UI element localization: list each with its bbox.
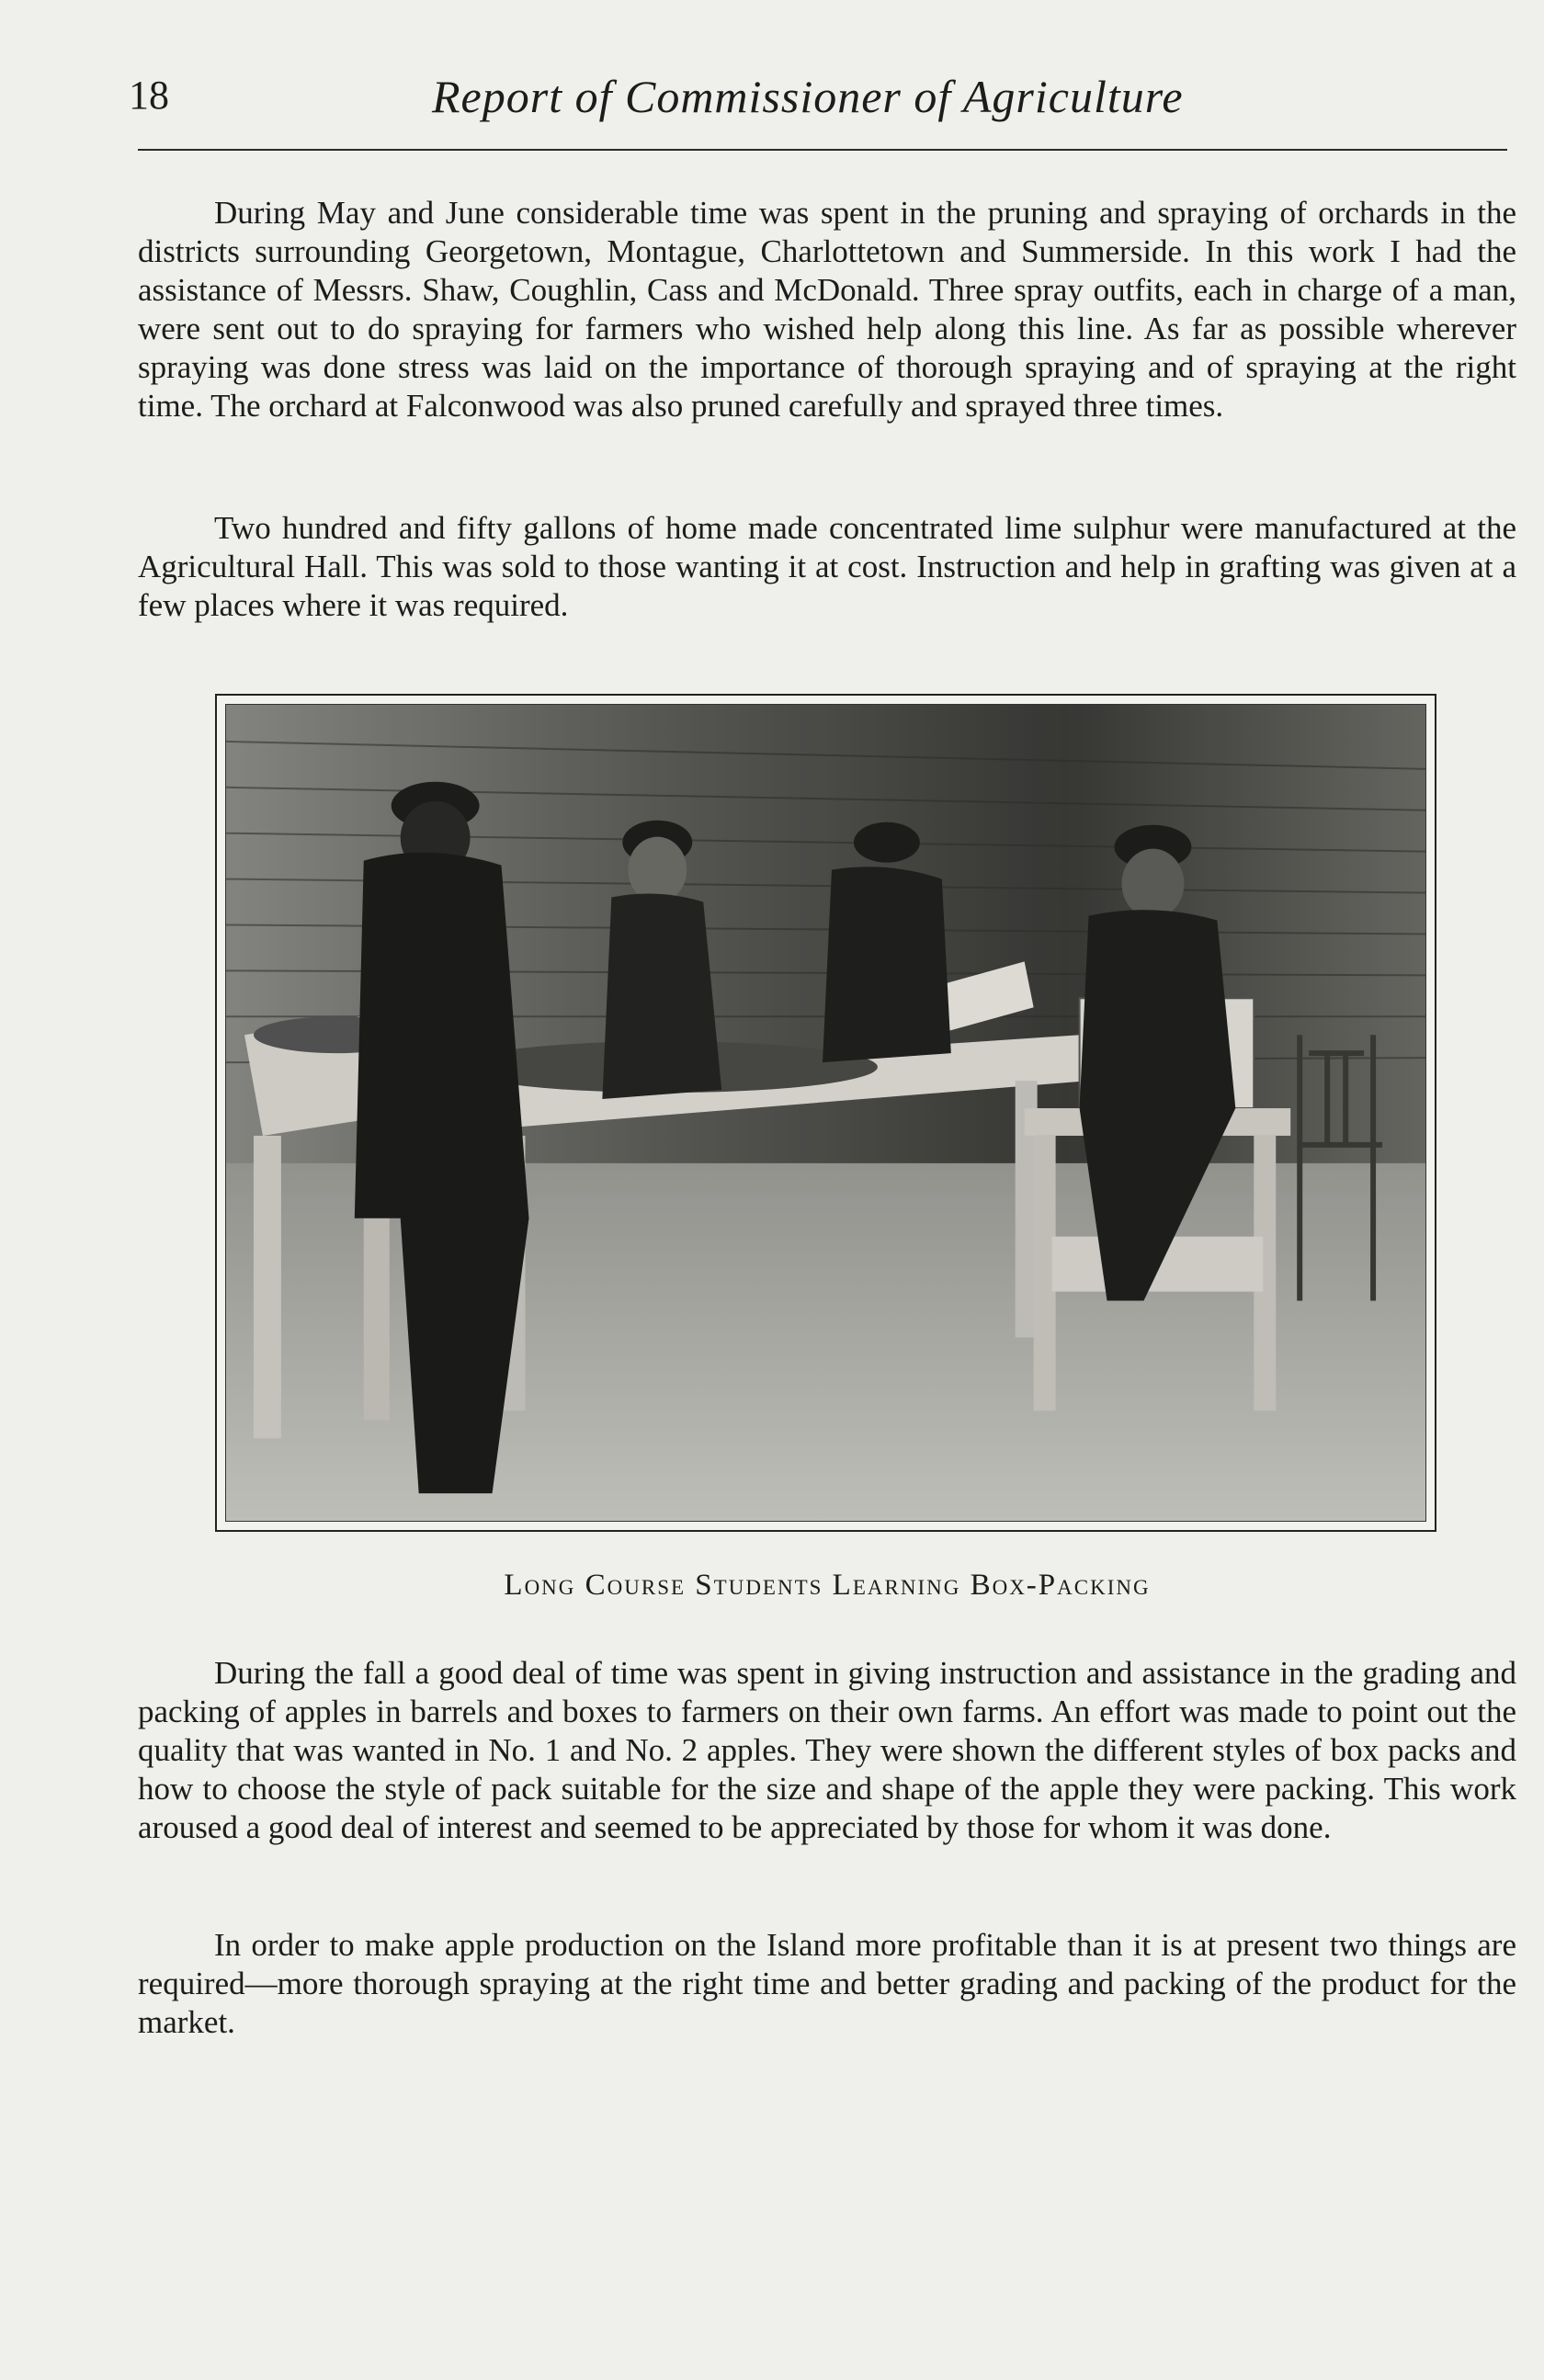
running-title: Report of Commissioner of Agriculture	[432, 71, 1184, 122]
photograph-box-packing	[225, 704, 1426, 1522]
header-rule	[138, 149, 1507, 151]
photograph-illustration	[226, 705, 1425, 1521]
photograph-frame	[215, 694, 1436, 1532]
paragraph-spraying: During May and June considerable time was spent in the pruning and spraying of orchards in the districts surrounding Georgetown, Montague, Charlottetown and Summerside. In this work I had the assistance of Messrs. Shaw, Coughlin, Cass and McDonald. Three spray outfits, each in charge of a man, were sent out to do spraying for farmers who wished help along this line. As far as possible wherever spraying was done stress was laid on the importance of thorough spraying and of spraying at the right time. The orchard at Falconwood was also pruned carefully and sprayed three times.	[138, 195, 1516, 424]
page-number: 18	[129, 73, 169, 118]
paragraph-conclusion: In order to make apple production on the Island more profitable than it is at present two things are required—more thorough spraying at the right time and better grading and packing of the product for the market.	[138, 1927, 1516, 2040]
paragraph-grading-packing: During the fall a good deal of time was spent in giving instruction and assistance in the grading and packing of apples in barrels and boxes to farmers on their own farms. An effort was made to point out the quality that was wanted in No. 1 and No. 2 apples. They were shown the different styles of box packs and how to choose the style of pack suitable for the size and shape of the apple they were packing. This work aroused a good deal of interest and seemed to be appreciated by those for whom it was done.	[138, 1655, 1516, 1845]
page-header	[129, 64, 1503, 129]
paragraph-lime-sulphur: Two hundred and fifty gallons of home made concentrated lime sulphur were manufactured at the Agricultural Hall. This was sold to those wanting it at cost. Instruction and help in grafting was given at a few places where it was required.	[138, 510, 1516, 623]
figure-caption: Long Course Students Learning Box-Packing	[504, 1569, 1151, 1602]
